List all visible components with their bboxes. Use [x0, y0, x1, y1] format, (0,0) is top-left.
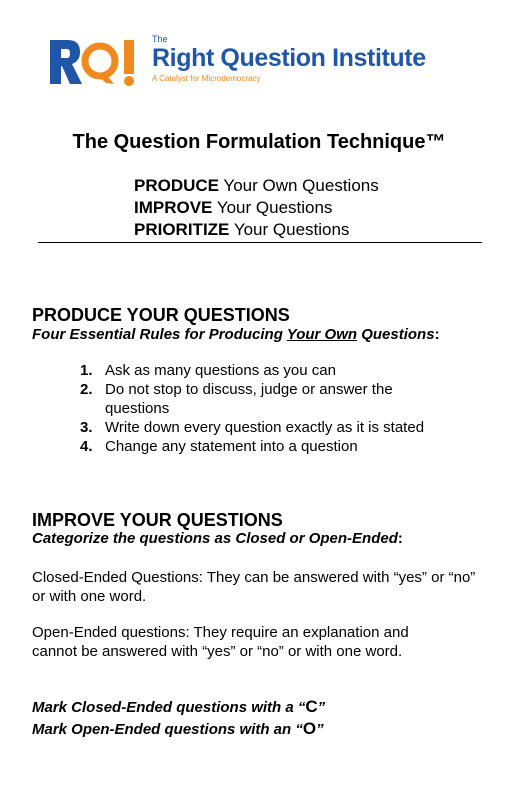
list-item: 2. Do not stop to discuss, judge or answer the questions — [80, 381, 393, 417]
mark-open-instruction: Mark Open-Ended questions with an “O” — [32, 719, 324, 738]
logo-org-name: Right Question Institute — [152, 44, 426, 72]
logo-tagline: A Catalyst for Microdemocracy — [152, 74, 261, 83]
closed-ended-definition: Closed-Ended Questions: They can be answered with “yes” or “no” or with one word. — [32, 569, 476, 605]
mark-closed-instruction: Mark Closed-Ended questions with a “C” — [32, 697, 326, 716]
step-improve: IMPROVE Your Questions — [134, 198, 333, 217]
list-item: 4. Change any statement into a question — [80, 438, 358, 455]
rqi-logo — [48, 30, 448, 90]
divider — [38, 242, 482, 243]
improve-heading: IMPROVE YOUR QUESTIONS — [32, 510, 283, 530]
produce-heading: PRODUCE YOUR QUESTIONS — [32, 305, 290, 325]
list-item: 3. Write down every question exactly as it is stated — [80, 419, 425, 436]
step-prioritize: PRIORITIZE Your Questions — [134, 220, 350, 239]
produce-subheading: Four Essential Rules for Producing Your Own Questions: — [32, 326, 440, 343]
step-produce: PRODUCE Your Own Questions — [134, 176, 379, 195]
technique-steps — [134, 175, 379, 241]
rqi-logo-mark-icon — [48, 36, 140, 88]
open-ended-definition: Open-Ended questions: They require an explanation and cannot be answered with “yes” or “no” or with one word. — [32, 624, 409, 660]
rules-list — [80, 361, 480, 456]
page-title: The Question Formulation Technique™ — [72, 131, 446, 153]
improve-subheading: Categorize the questions as Closed or Open-Ended: — [32, 530, 403, 547]
logo-the-text: The — [152, 34, 168, 44]
list-item: 1. Ask as many questions as you can — [80, 362, 336, 379]
